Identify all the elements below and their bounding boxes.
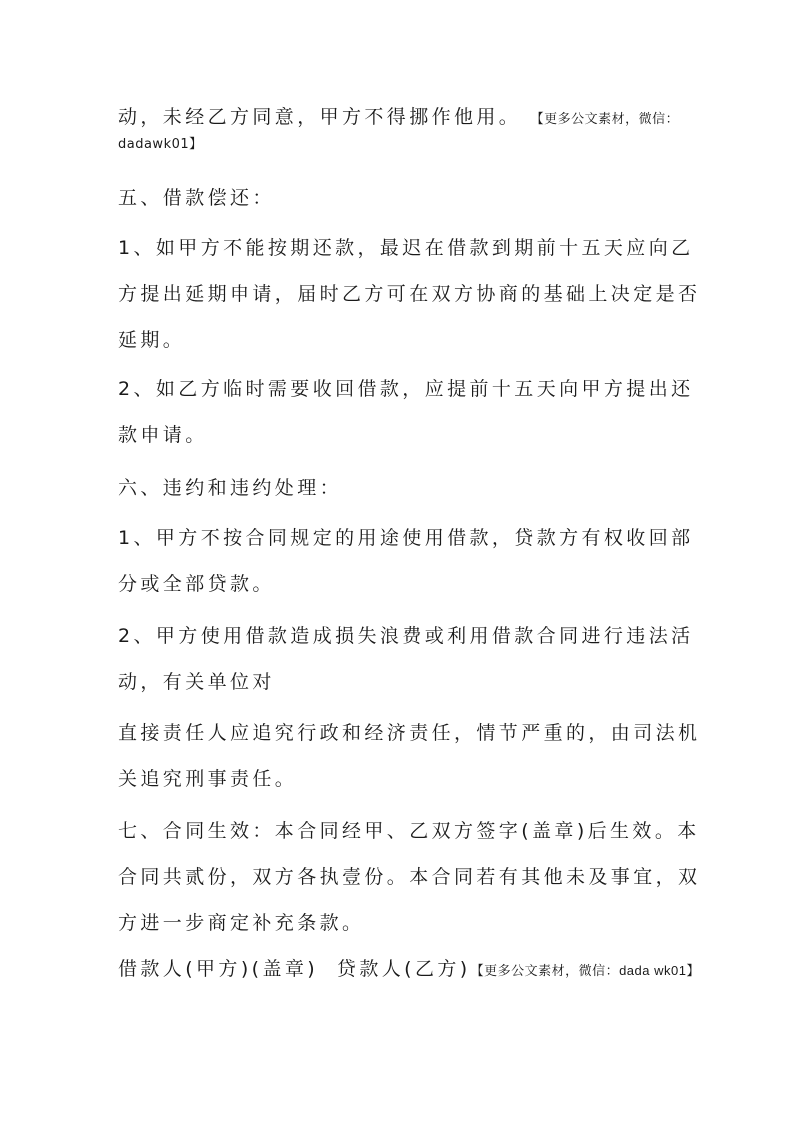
paragraph-text: 动，未经乙方同意，甲方不得挪作他用。 [118, 106, 522, 128]
paragraph-line: 延期。 [118, 329, 186, 351]
paragraph-line: 1、如甲方不能按期还款，最迟在借款到期前十五天应向乙 [118, 237, 694, 259]
paragraph-repayment-2 [118, 366, 694, 458]
paragraph-line: 关追究刑事责任。 [118, 768, 298, 790]
section-heading-repayment [118, 175, 678, 221]
paragraph-line: 七、合同生效：本合同经甲、乙双方签字(盖章)后生效。本 [118, 820, 700, 842]
paragraph-line: 2、甲方使用借款造成损失浪费或利用借款合同进行违法活 [118, 625, 694, 647]
paragraph-line: 直接责任人应追究行政和经济责任，情节严重的，由司法机 [118, 722, 701, 744]
paragraph-repayment-1 [118, 225, 701, 363]
promo-note: dadawk01】 [118, 137, 203, 152]
paragraph-line: 方提出延期申请，届时乙方可在双方协商的基础上决定是否 [118, 283, 701, 305]
paragraph-line: 2、如乙方临时需要收回借款，应提前十五天向甲方提出还 [118, 378, 694, 400]
paragraph-breach-2 [118, 613, 694, 705]
signature-text: 借款人(甲方)(盖章) 贷款人(乙方) [118, 958, 471, 980]
heading-text: 六、违约和违约处理： [118, 477, 343, 499]
paragraph-usage-clause [118, 94, 678, 156]
signature-line [118, 946, 700, 992]
heading-text: 五、借款偿还： [118, 187, 275, 209]
paragraph-line: 款申请。 [118, 424, 208, 446]
paragraph-breach-1 [118, 515, 694, 607]
paragraph-line: 1、甲方不按合同规定的用途使用借款，贷款方有权收回部 [118, 527, 694, 549]
paragraph-line: 合同共贰份，双方各执壹份。本合同若有其他未及事宜，双 [118, 866, 701, 888]
paragraph-line: 分或全部贷款。 [118, 573, 275, 595]
promo-note: 【更多公文素材，微信：dada wk01】 [470, 963, 700, 978]
paragraph-line [118, 946, 700, 992]
paragraph-line: 方进一步商定补充条款。 [118, 912, 365, 934]
paragraph-liability [118, 710, 701, 802]
promo-note: 【更多公文素材，微信： [530, 111, 680, 126]
section-heading-breach [118, 465, 678, 511]
paragraph-effectiveness [118, 808, 701, 946]
paragraph-line: 动，有关单位对 [118, 671, 275, 693]
